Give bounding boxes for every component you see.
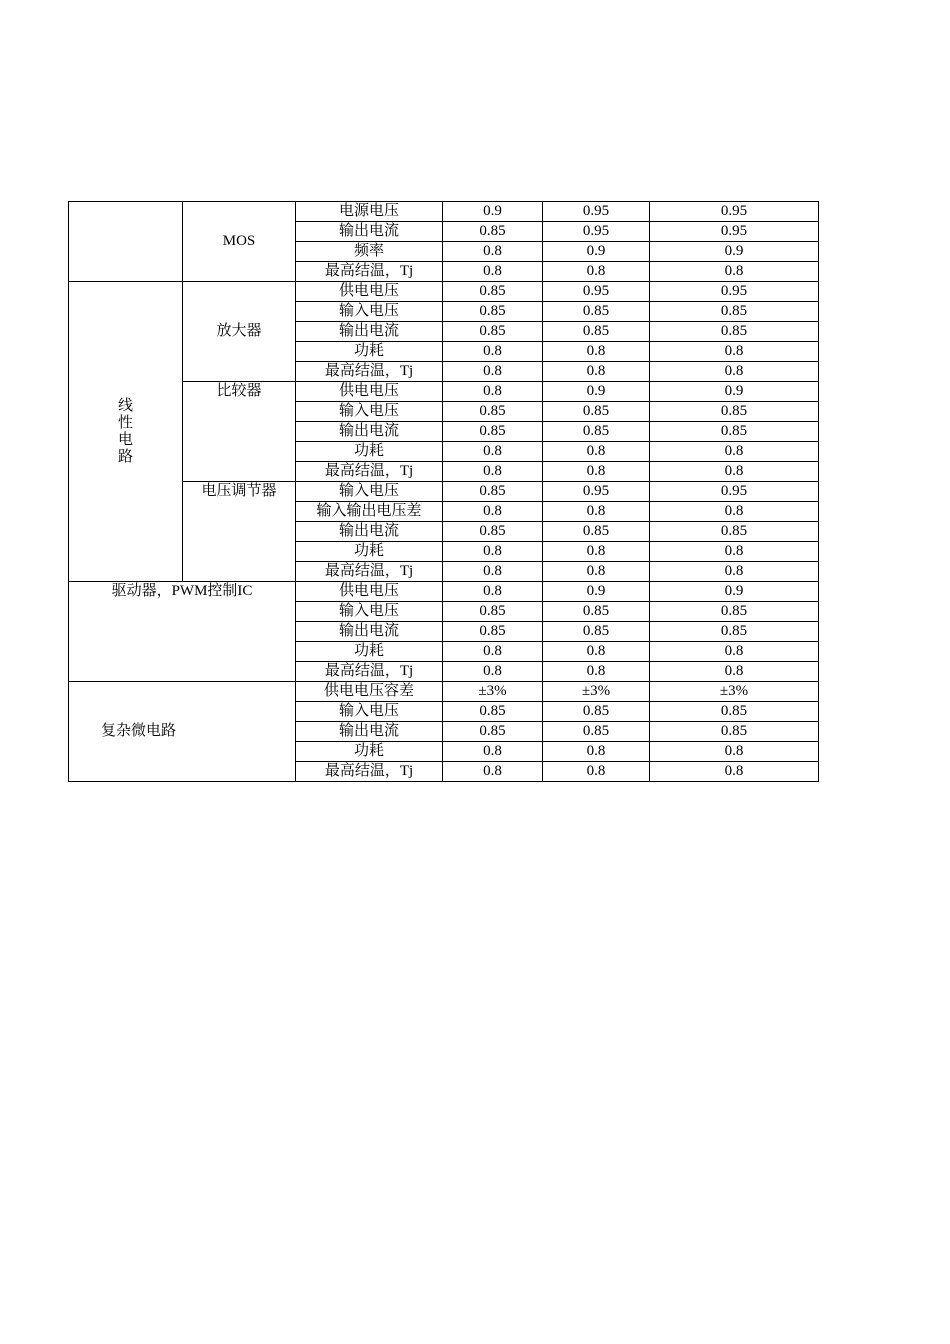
category-label: 线性电路 (117, 397, 133, 465)
param-cell: 功耗 (296, 642, 443, 662)
value-cell: 0.85 (543, 622, 650, 642)
value-cell: 0.8 (443, 462, 543, 482)
value-cell: 0.85 (650, 302, 819, 322)
value-cell: 0.8 (650, 442, 819, 462)
param-cell: 最高结温，Tj (296, 262, 443, 282)
param-cell: 输入电压 (296, 482, 443, 502)
value-cell: 0.85 (543, 402, 650, 422)
param-cell: 输出电流 (296, 722, 443, 742)
value-cell: 0.85 (443, 322, 543, 342)
value-cell: 0.85 (543, 702, 650, 722)
value-cell: 0.85 (650, 602, 819, 622)
value-cell: 0.8 (543, 542, 650, 562)
value-cell: 0.85 (650, 322, 819, 342)
param-cell: 供电电压 (296, 282, 443, 302)
value-cell: 0.9 (650, 582, 819, 602)
value-cell: 0.85 (543, 322, 650, 342)
value-cell: 0.8 (543, 462, 650, 482)
value-cell: 0.8 (543, 762, 650, 782)
value-cell: 0.95 (543, 202, 650, 222)
value-cell: 0.95 (650, 222, 819, 242)
value-cell: 0.8 (443, 662, 543, 682)
category-cell-complex-microcircuit: 复杂微电路 (69, 682, 296, 782)
value-cell: 0.95 (543, 482, 650, 502)
value-cell: 0.9 (650, 382, 819, 402)
value-cell: ±3% (543, 682, 650, 702)
value-cell: 0.85 (443, 522, 543, 542)
param-cell: 电源电压 (296, 202, 443, 222)
value-cell: 0.8 (443, 442, 543, 462)
value-cell: 0.85 (443, 402, 543, 422)
value-cell: 0.8 (443, 342, 543, 362)
value-cell: 0.8 (443, 642, 543, 662)
value-cell: 0.85 (443, 482, 543, 502)
param-cell: 输出电流 (296, 622, 443, 642)
param-cell: 输入电压 (296, 602, 443, 622)
table-row (69, 682, 819, 702)
value-cell: 0.85 (650, 622, 819, 642)
value-cell: 0.85 (650, 702, 819, 722)
value-cell: 0.85 (443, 622, 543, 642)
value-cell: 0.8 (443, 582, 543, 602)
value-cell: 0.8 (650, 562, 819, 582)
param-cell: 频率 (296, 242, 443, 262)
value-cell: 0.8 (543, 362, 650, 382)
value-cell: 0.8 (543, 642, 650, 662)
value-cell: 0.95 (543, 282, 650, 302)
value-cell: 0.85 (650, 402, 819, 422)
value-cell: 0.95 (650, 282, 819, 302)
value-cell: 0.85 (650, 722, 819, 742)
value-cell: 0.8 (650, 342, 819, 362)
table-row (69, 202, 819, 222)
value-cell: 0.8 (443, 382, 543, 402)
param-cell: 功耗 (296, 742, 443, 762)
param-cell: 输出电流 (296, 222, 443, 242)
value-cell: 0.8 (650, 462, 819, 482)
group-cell-voltage-regulator: 电压调节器 (183, 482, 296, 582)
value-cell: 0.8 (443, 742, 543, 762)
value-cell: 0.85 (543, 722, 650, 742)
param-cell: 供电电压 (296, 582, 443, 602)
value-cell: 0.8 (443, 242, 543, 262)
value-cell: 0.9 (543, 382, 650, 402)
value-cell: 0.8 (443, 262, 543, 282)
param-cell: 最高结温，Tj (296, 462, 443, 482)
param-cell: 最高结温，Tj (296, 662, 443, 682)
param-cell: 功耗 (296, 542, 443, 562)
value-cell: 0.8 (543, 562, 650, 582)
value-cell: 0.9 (543, 242, 650, 262)
value-cell: 0.85 (443, 222, 543, 242)
group-cell-mos: MOS (183, 202, 296, 282)
table-row (69, 582, 819, 602)
value-cell: 0.8 (443, 502, 543, 522)
value-cell: 0.85 (443, 282, 543, 302)
value-cell: 0.8 (650, 742, 819, 762)
param-cell: 最高结温，Tj (296, 762, 443, 782)
value-cell: 0.9 (543, 582, 650, 602)
value-cell: 0.8 (650, 762, 819, 782)
value-cell: 0.8 (650, 542, 819, 562)
value-cell: 0.8 (543, 342, 650, 362)
param-cell: 输出电流 (296, 522, 443, 542)
value-cell: 0.8 (543, 442, 650, 462)
value-cell: 0.85 (650, 522, 819, 542)
value-cell: 0.8 (443, 562, 543, 582)
value-cell: 0.85 (443, 602, 543, 622)
table-row (69, 282, 819, 302)
group-cell-comparator: 比较器 (183, 382, 296, 482)
value-cell: 0.8 (543, 262, 650, 282)
category-cell-linear (69, 282, 183, 582)
category-cell (69, 202, 183, 282)
value-cell: 0.85 (443, 702, 543, 722)
value-cell: 0.85 (443, 422, 543, 442)
param-cell: 输出电流 (296, 422, 443, 442)
param-cell: 输出电流 (296, 322, 443, 342)
value-cell: 0.8 (543, 662, 650, 682)
param-cell: 输入电压 (296, 402, 443, 422)
value-cell: 0.85 (543, 602, 650, 622)
value-cell: 0.8 (650, 502, 819, 522)
value-cell: 0.85 (543, 522, 650, 542)
value-cell: 0.8 (543, 742, 650, 762)
value-cell: 0.8 (443, 762, 543, 782)
value-cell: 0.85 (443, 722, 543, 742)
param-cell: 输入电压 (296, 702, 443, 722)
value-cell: 0.85 (543, 302, 650, 322)
param-cell: 输入输出电压差 (296, 502, 443, 522)
value-cell: 0.95 (650, 482, 819, 502)
value-cell: 0.95 (543, 222, 650, 242)
value-cell: 0.8 (543, 502, 650, 522)
value-cell: 0.85 (443, 302, 543, 322)
value-cell: ±3% (443, 682, 543, 702)
value-cell: 0.8 (650, 662, 819, 682)
value-cell: 0.9 (443, 202, 543, 222)
value-cell: 0.8 (650, 362, 819, 382)
param-cell: 最高结温，Tj (296, 562, 443, 582)
value-cell: 0.95 (650, 202, 819, 222)
value-cell: ±3% (650, 682, 819, 702)
derating-table (68, 201, 819, 782)
param-cell: 供电电压 (296, 382, 443, 402)
value-cell: 0.8 (650, 262, 819, 282)
param-cell: 功耗 (296, 342, 443, 362)
value-cell: 0.9 (650, 242, 819, 262)
param-cell: 供电电压容差 (296, 682, 443, 702)
param-cell: 输入电压 (296, 302, 443, 322)
value-cell: 0.85 (650, 422, 819, 442)
param-cell: 功耗 (296, 442, 443, 462)
value-cell: 0.8 (443, 362, 543, 382)
category-cell-driver: 驱动器，PWM控制IC (69, 582, 296, 682)
group-cell-amplifier: 放大器 (183, 282, 296, 382)
value-cell: 0.8 (650, 642, 819, 662)
param-cell: 最高结温，Tj (296, 362, 443, 382)
value-cell: 0.85 (543, 422, 650, 442)
value-cell: 0.8 (443, 542, 543, 562)
